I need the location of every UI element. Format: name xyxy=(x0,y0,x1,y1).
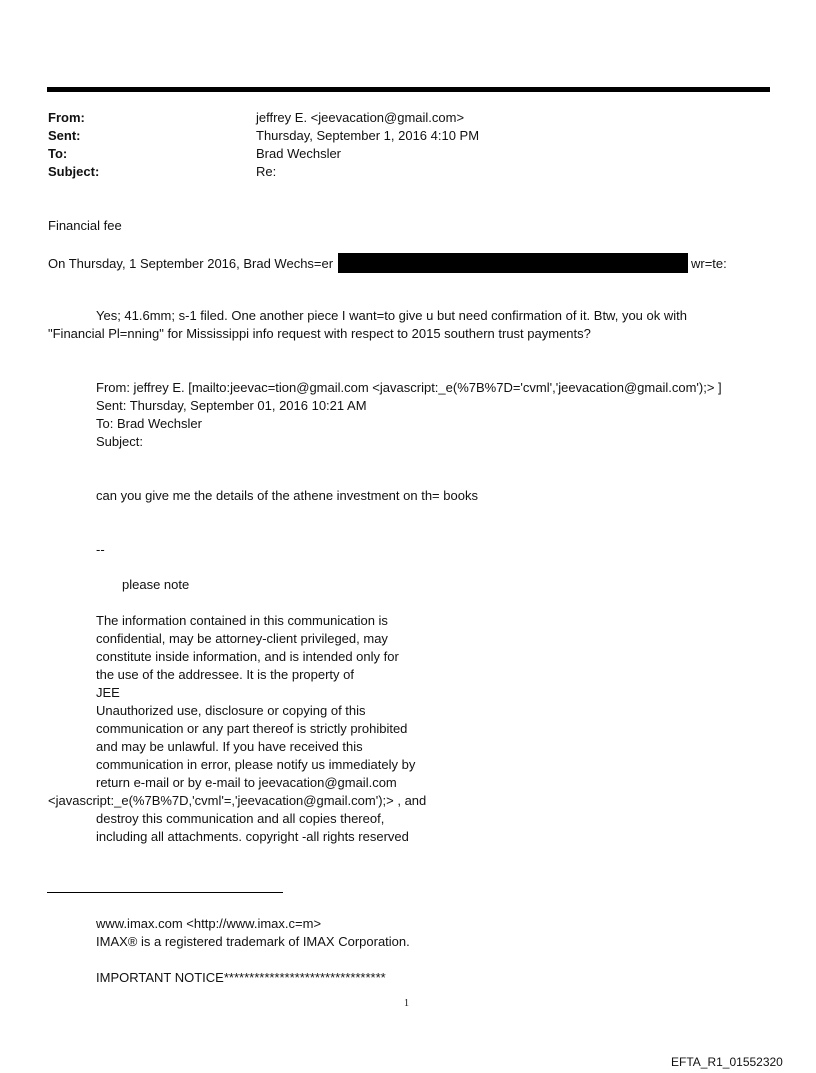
disclaimer-line: including all attachments. copyright -all rights reserved xyxy=(96,829,409,844)
inner-subject: Subject: xyxy=(96,434,143,449)
please-note: please note xyxy=(122,577,190,592)
disclaimer-line: and may be unlawful. If you have received this xyxy=(96,739,363,754)
disclaimer-line: The information contained in this communication is xyxy=(96,613,388,628)
quoted-line-1: Yes; 41.6mm; s-1 filed. One another piece I want=to give u but need confirmation of it. Btw, you ok with xyxy=(96,308,687,323)
disclaimer-line: confidential, may be attorney-client privileged, may xyxy=(96,631,388,646)
disclaimer-line: return e-mail or by e-mail to jeevacation@gmail.com xyxy=(96,775,397,790)
quote-intro-end: wr=te: xyxy=(691,256,727,271)
page-number: 1 xyxy=(404,998,409,1009)
sent-label: Sent: xyxy=(48,128,81,143)
sent-value: Thursday, September 1, 2016 4:10 PM xyxy=(256,128,480,143)
disclaimer-line: communication or any part thereof is strictly prohibited xyxy=(96,721,408,736)
disclaimer-line: Unauthorized use, disclosure or copying of this xyxy=(96,703,366,718)
imax-trademark: IMAX® is a registered trademark of IMAX Corporation. xyxy=(96,934,410,949)
top-rule xyxy=(47,87,770,92)
quote-intro-start: On Thursday, 1 September 2016, Brad Wechs=er xyxy=(48,256,334,271)
bates-number: EFTA_R1_01552320 xyxy=(671,1055,783,1069)
imax-url: www.imax.com <http://www.imax.c=m> xyxy=(96,916,322,931)
signature-dash: -- xyxy=(96,542,105,557)
disclaimer-line: JEE xyxy=(96,685,120,700)
from-value: jeffrey E. <jeevacation@gmail.com> xyxy=(256,110,465,125)
to-value: Brad Wechsler xyxy=(256,146,342,161)
disclaimer-javascript-line: <javascript:_e(%7B%7D,'cvml'=,'jeevacation@gmail.com');> , and xyxy=(48,793,427,808)
disclaimer-line: constitute inside information, and is intended only for xyxy=(96,649,399,664)
inner-from: From: jeffrey E. [mailto:jeevac=tion@gmail.com <javascript:_e(%7B%7D='cvml','jeevacation@gmail.com');> ] xyxy=(96,380,722,395)
subject-label: Subject: xyxy=(48,164,100,179)
inner-sent: Sent: Thursday, September 01, 2016 10:21 AM xyxy=(96,398,367,413)
important-notice: IMPORTANT NOTICE******************************** xyxy=(96,970,386,985)
inner-to: To: Brad Wechsler xyxy=(96,416,202,431)
disclaimer-line: communication in error, please notify us immediately by xyxy=(96,757,416,772)
to-label: To: xyxy=(48,146,68,161)
quoted-line-2: "Financial Pl=nning" for Mississippi info request with respect to 2015 southern trust payments? xyxy=(48,326,591,341)
subject-value: Re: xyxy=(256,164,277,179)
disclaimer-line: destroy this communication and all copies thereof, xyxy=(96,811,385,826)
inner-message: can you give me the details of the athene investment on th= books xyxy=(96,488,478,503)
redaction-box xyxy=(338,253,688,273)
reply-text: Financial fee xyxy=(48,218,122,233)
footer-separator xyxy=(47,892,283,893)
disclaimer-line: the use of the addressee. It is the property of xyxy=(96,667,354,682)
from-label: From: xyxy=(48,110,85,125)
